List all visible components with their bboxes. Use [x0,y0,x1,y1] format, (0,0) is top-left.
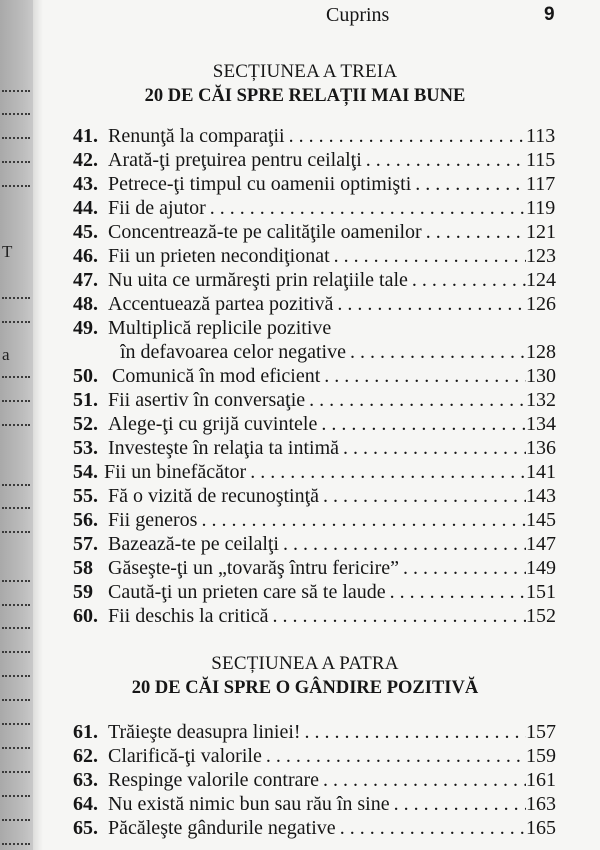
entry-title: Caută-ţi un prieten care să te laude [108,581,386,603]
entry-page: 121 [526,221,556,243]
dot-leader [399,556,526,580]
toc-entry[interactable] [0,412,600,436]
toc-entry[interactable] [0,484,600,508]
dot-leader [408,268,526,292]
entry-number: 54. [73,461,98,483]
entry-page: 163 [526,793,556,815]
entry-page: 157 [526,721,556,743]
toc-entry[interactable] [0,196,600,220]
section-label: SECȚIUNEA A PATRA [211,653,399,674]
section-title: 20 DE CĂI SPRE RELAȚII MAI BUNE [144,86,466,106]
toc-entry[interactable] [0,556,600,580]
entry-title: Investeşte în relaţia ta intimă [108,437,340,459]
toc-entry[interactable] [0,768,600,792]
entry-number: 64. [73,793,98,815]
entry-number: 53. [73,437,98,459]
entry-page: 147 [526,533,556,555]
entry-title: Clarifică-ţi valorile [108,745,262,767]
dot-leader [301,720,526,744]
toc-entry[interactable] [0,508,600,532]
dot-leader [422,220,526,244]
toc-entry[interactable] [0,244,600,268]
entry-page: 159 [526,745,556,767]
entry-page: 126 [526,293,556,315]
entry-number: 56. [73,509,98,531]
running-title: Cuprins [326,4,390,26]
entry-title: Accentuează partea pozitivă [108,293,334,315]
entry-number: 60. [73,605,98,627]
entry-title: Fii de ajutor [108,197,206,219]
entry-title-line2: în defavoarea celor negative [120,341,346,363]
dot-leader [346,340,526,364]
edge-letter: T [2,242,13,261]
entry-number: 45. [73,221,98,243]
dot-leader [339,436,526,460]
entry-page: 113 [526,125,556,147]
dot-leader [320,364,526,388]
dot-leader [319,768,526,792]
entry-page: 165 [526,817,556,839]
edge-letter: a [2,345,10,364]
section-title: 20 DE CĂI SPRE O GÂNDIRE POZITIVĂ [131,678,479,698]
entry-title: Nu uita ce urmăreşti prin relaţiile tale [108,269,408,291]
toc-entry[interactable] [0,604,600,628]
entry-title: Fii asertiv în conversaţie [108,389,306,411]
dot-leader [336,816,526,840]
entry-page: 151 [526,581,556,603]
entry-number: 65. [73,817,98,839]
entry-page: 123 [526,245,556,267]
page-number: 9 [544,4,555,25]
toc-entry[interactable] [0,744,600,768]
edge-leader [2,103,30,115]
toc-entry[interactable] [0,720,600,744]
toc-entry[interactable] [0,148,600,172]
entry-title: Fă o vizită de recunoştinţă [108,485,320,507]
entry-title: Renunţă la comparaţii [108,125,285,147]
dot-leader [333,292,526,316]
entry-title: Fii generos [108,509,198,531]
edge-leader [2,665,30,677]
toc-entry[interactable] [0,460,600,484]
entry-page: 115 [526,149,556,171]
entry-page: 132 [526,389,556,411]
entry-number: 41. [73,125,98,147]
dot-leader [319,484,526,508]
section-label: SECȚIUNEA A TREIA [212,61,398,82]
entry-number: 62. [73,745,98,767]
dot-leader [362,148,526,172]
entry-number: 51. [73,389,98,411]
entry-title: Petrece-ţi timpul cu oamenii optimişti [108,173,412,195]
entry-page: 128 [526,341,556,363]
dot-leader [330,244,526,268]
entry-page: 145 [526,509,556,531]
entry-title: Arată-ţi preţuirea pentru ceilalţi [108,149,362,171]
dot-leader [262,744,526,768]
entry-number: 42. [73,149,98,171]
dot-leader [305,388,526,412]
running-head [0,4,600,28]
entry-page: 124 [526,269,556,291]
toc-entry[interactable] [0,364,600,388]
entry-number: 48. [73,293,98,315]
entry-page: 130 [526,365,556,387]
toc-entry[interactable] [0,436,600,460]
entry-title: Păcăleşte gândurile negative [108,817,336,839]
entry-number: 57. [73,533,98,555]
entry-page: 141 [526,461,556,483]
toc-entry[interactable] [0,268,600,292]
entry-title: Comunică în mod eficient [112,365,321,387]
edge-leader [2,80,30,92]
entry-number: 49. [73,317,98,339]
entry-page: 136 [526,437,556,459]
entry-page: 143 [526,485,556,507]
toc-entry[interactable] [0,172,600,196]
entry-page: 134 [526,413,556,435]
entry-title: Fii un binefăcător [104,461,247,483]
toc-entry[interactable] [0,816,600,840]
entry-page: 117 [526,173,556,195]
dot-leader [246,460,526,484]
entry-title: Multiplică replicile pozitive [108,317,332,339]
toc-entry-continuation[interactable] [0,340,600,364]
entry-number: 58 [73,557,93,579]
entry-page: 152 [526,605,556,627]
section-heading-4 [40,652,570,700]
dot-leader [279,532,526,556]
dot-leader [386,580,526,604]
dot-leader [317,412,526,436]
entry-title: Nu există nimic bun sau rău în sine [108,793,390,815]
dot-leader [411,172,526,196]
entry-title: Trăieşte deasupra liniei! [108,721,301,743]
entry-number: 46. [73,245,98,267]
toc-entry[interactable] [0,220,600,244]
entry-title: Bazează-te pe ceilalţi [108,533,279,555]
section-heading-3 [40,60,570,108]
toc-entry[interactable] [0,388,600,412]
dot-leader [206,196,526,220]
entry-page: 161 [526,769,556,791]
dot-leader [390,792,526,816]
entry-title: Fii deschis la critică [108,605,269,627]
entry-number: 61. [73,721,98,743]
toc-entry[interactable] [0,124,600,148]
toc-entry[interactable] [0,792,600,816]
entry-title: Alege-ţi cu grijă cuvintele [108,413,318,435]
edge-leader [2,689,30,701]
entry-page: 149 [526,557,556,579]
entry-number: 50. [73,365,98,387]
edge-leader [2,641,30,653]
toc-entry[interactable] [0,580,600,604]
entry-number: 52. [73,413,98,435]
entry-number: 44. [73,197,98,219]
entry-number: 63. [73,769,98,791]
toc-entry[interactable] [0,532,600,556]
toc-entry[interactable] [0,316,600,340]
entry-title: Respinge valorile contrare [108,769,320,791]
dot-leader [269,604,526,628]
entry-title: Concentrează-te pe calităţile oamenilor [108,221,422,243]
entry-number: 59 [73,581,93,603]
entry-number: 43. [73,173,98,195]
entry-number: 55. [73,485,98,507]
dot-leader [197,508,526,532]
dot-leader [285,124,526,148]
entry-title: Fii un prieten necondiţionat [108,245,330,267]
entry-number: 47. [73,269,98,291]
entry-title: Găseşte-ţi un „tovarăş întru fericire” [108,557,399,579]
toc-entry[interactable] [0,292,600,316]
entry-page: 119 [526,197,556,219]
